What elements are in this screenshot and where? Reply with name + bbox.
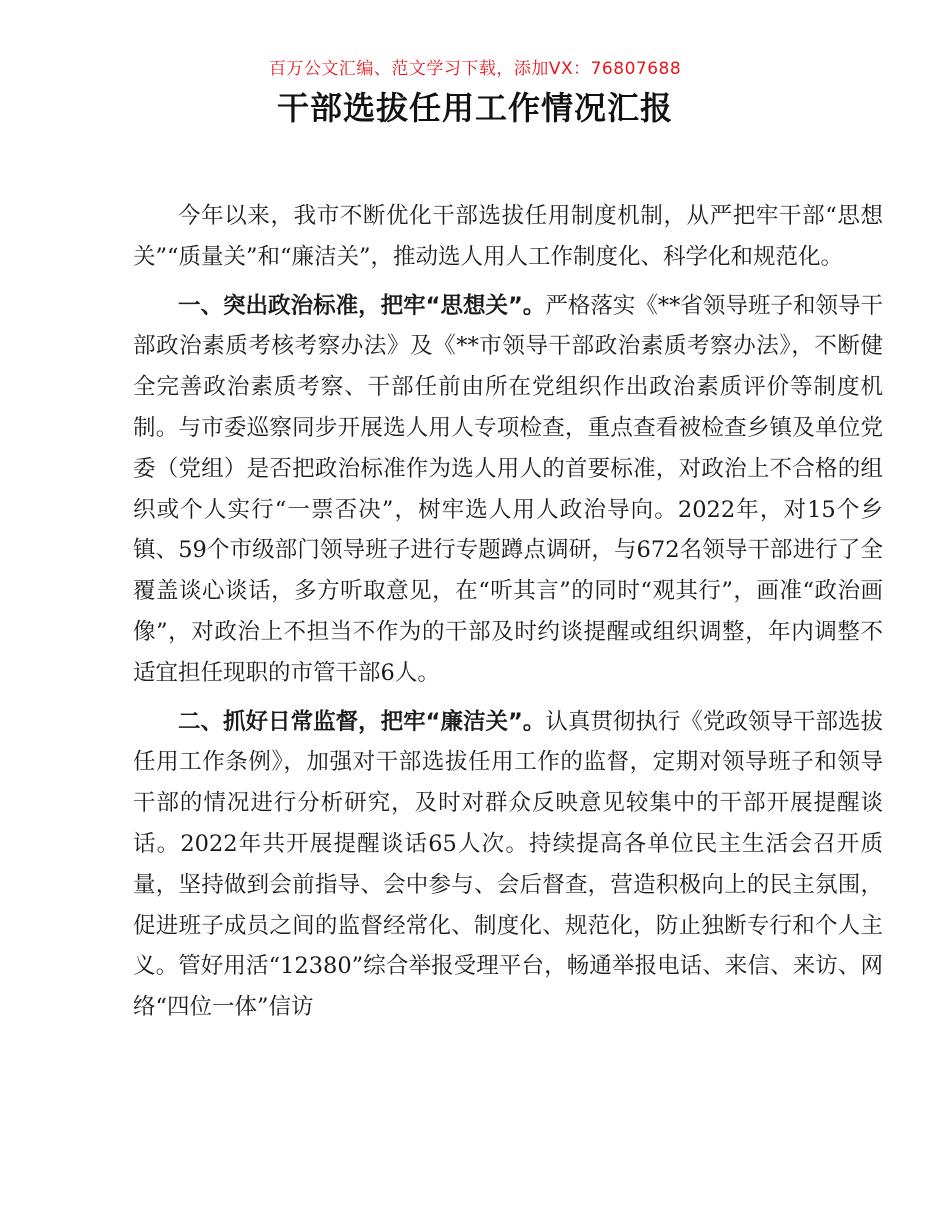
section-2-paragraph — [133, 702, 883, 1028]
intro-paragraph: 今年以来，我市不断优化干部选拔任用制度机制，从严把牢干部“思想关”“质量关”和“廉洁关”，推动选人用人工作制度化、科学化和规范化。 — [133, 203, 883, 270]
document-body — [133, 196, 883, 1036]
section-2-heading: 二、抓好日常监督，把牢“廉洁关”。 — [178, 708, 546, 735]
watermark-banner: 百万公文汇编、范文学习下载，添加VX：76807688 — [268, 59, 682, 79]
section-1-text: 严格落实《**省领导班子和领导干部政治素质考核考察办法》及《**市领导干部政治素质考察办法》，不断健全完善政治素质考察、干部任前由所在党组织作出政治素质评价等制度机制。与市委巡察同步开展选人用人专项检查，重点查看被检查乡镇及单位党委（党组）是否把政治标准作为选人用人的首要标准，对政治上不合格的组织或个人实行“一票否决”，树牢选人用人政治导向。2022年，对15个乡镇、59个市级部门领导班子进行专题蹲点调研，与672名领导干部进行了全覆盖谈心谈话，多方听取意见，在“听其言”的同时“观其行”，画准“政治画像”，对政治上不担当不作为的干部及时约谈提醒或组织调整，年内调整不适宜担任现职的市管干部6人。 — [133, 292, 883, 686]
section-1-paragraph — [133, 286, 883, 694]
section-1-heading: 一、突出政治标准，把牢“思想关”。 — [178, 292, 546, 319]
document-title: 干部选拔任用工作情况汇报 — [276, 89, 673, 127]
section-2-text: 认真贯彻执行《党政领导干部选拔任用工作条例》，加强对干部选拔任用工作的监督，定期对领导班子和领导干部的情况进行分析研究，及时对群众反映意见较集中的干部开展提醒谈话。2022年共开展提醒谈话65人次。持续提高各单位民主生活会召开质量，坚持做到会前指导、会中参与、会后督查，营造积极向上的民主氛围，促进班子成员之间的监督经常化、制度化、规范化，防止独断专行和个人主义。管好用活“12380”综合举报受理平台，畅通举报电话、来信、来访、网络“四位一体”信访 — [133, 708, 883, 1021]
